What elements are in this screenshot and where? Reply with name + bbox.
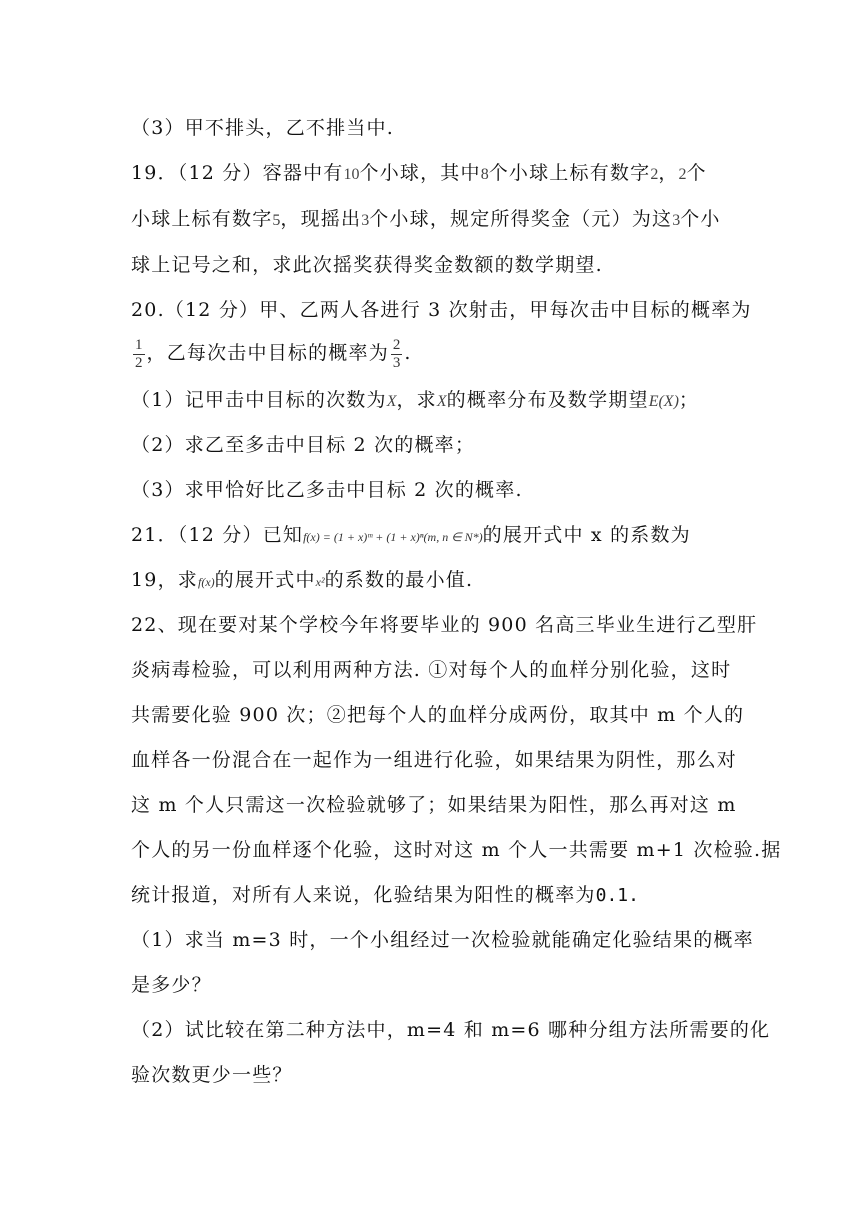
q22-line6: 个人的另一份血样逐个化验，这时对这 m 个人一共需要 m+1 次检验.据 xyxy=(131,839,782,861)
q20-line2: $\frac{1}{2}$ ，乙每次击中目标的概率为 $\frac{2}{3}$ . xyxy=(135,336,412,371)
q22-line7: 统计报道，对所有人来说，化验结果为阳性的概率为0.1. xyxy=(131,884,639,906)
q20-sub3: （3）求甲恰好比乙多击中目标 2 次的概率. xyxy=(131,479,523,501)
q20-line1: 20.（12 分）甲、乙两人各进行 3 次射击，甲每次击中目标的概率为 xyxy=(131,299,752,321)
q22-sub2-line1: （2）试比较在第二种方法中，m=4 和 m=6 哪种分组方法所需要的化 xyxy=(131,1019,771,1041)
q20-sub1: （1）记甲击中目标的次数为X，求X的概率分布及数学期望E(X)； xyxy=(131,389,700,411)
q18-part3: （3）甲不排头，乙不排当中. xyxy=(131,117,394,139)
q22-sub1-line2: 是多少？ xyxy=(131,974,212,996)
q22-line5: 这 m 个人只需这一次检验就够了；如果结果为阳性，那么再对这 m xyxy=(131,794,737,816)
q19-line2: 小球上标有数字5，现摇出3个小球，规定所得奖金（元）为这3个小 xyxy=(131,208,721,230)
q21-formula: f(x) = (1 + x)ᵐ + (1 + x)ⁿ(m, n ∈ N*) xyxy=(303,530,483,544)
q21-line1: 21．（12 分）已知f(x) = (1 + x)ᵐ + (1 + x)ⁿ(m, n ∈ N*)的展开式中 x 的系数为 xyxy=(131,524,691,546)
q21-line2: 19，求f(x)的展开式中x²的系数的最小值. xyxy=(131,569,474,591)
q22-line4: 血样各一份混合在一起作为一组进行化验，如果结果为阴性，那么对 xyxy=(131,749,738,771)
q19-line3: 球上记号之和，求此次摇奖获得奖金数额的数学期望. xyxy=(131,254,603,276)
q19-line1: 19．（12 分）容器中有10个小球，其中8个小球上标有数字2，2个 xyxy=(131,162,707,184)
q22-sub1-line1: （1）求当 m=3 时，一个小组经过一次检验就能确定化验结果的概率 xyxy=(131,929,754,951)
q22-sub2-line2: 验次数更少一些？ xyxy=(131,1064,293,1086)
q22-line1: 22、现在要对某个学校今年将要毕业的 900 名高三毕业生进行乙型肝 xyxy=(131,614,758,636)
q22-line2: 炎病毒检验，可以利用两种方法. ①对每个人的血样分别化验，这时 xyxy=(131,659,732,681)
q22-line3: 共需要化验 900 次；②把每个人的血样分成两份，取其中 m 个人的 xyxy=(131,704,745,726)
q20-sub2: （2）求乙至多击中目标 2 次的概率； xyxy=(131,434,476,456)
fraction-one-half: $\frac{1}{2}$ xyxy=(135,336,143,371)
fraction-two-thirds: $\frac{2}{3}$ xyxy=(392,336,401,371)
